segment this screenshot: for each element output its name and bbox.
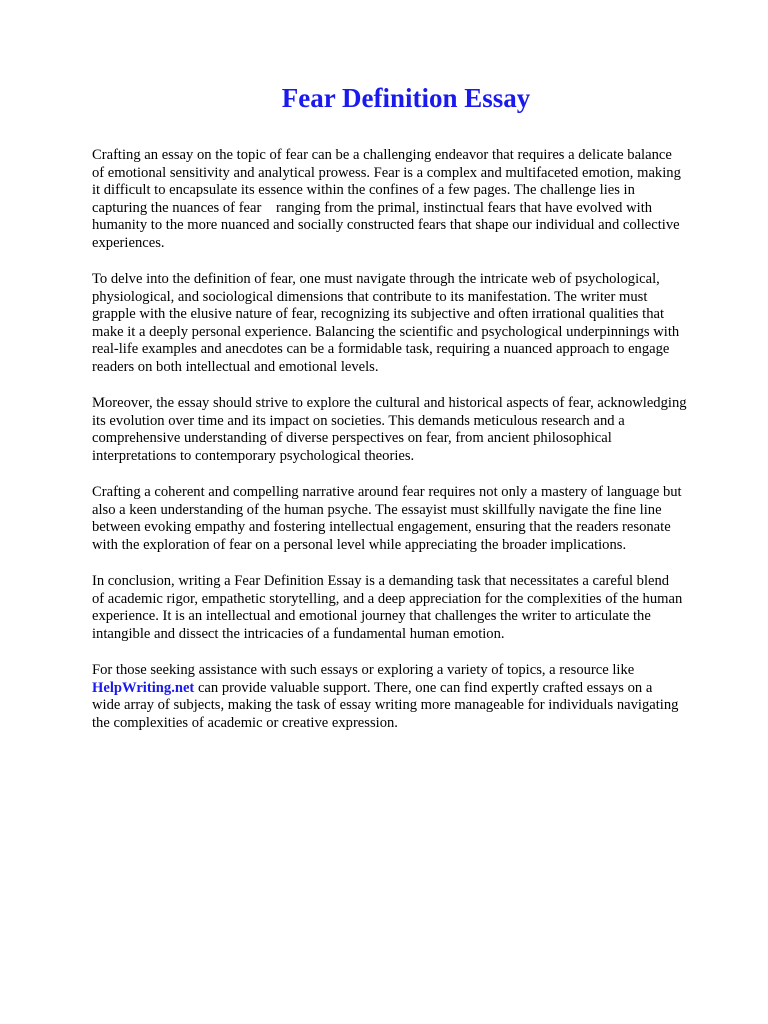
paragraph-line: it difficult to encapsulate its essence within the confines of a few pages. The challenge lies in <box>92 182 635 198</box>
paragraph-1 <box>92 147 728 252</box>
paragraph-line: interpretations to contemporary psychological theories. <box>92 447 415 464</box>
paragraph-line: the complexities of academic or creative expression. <box>92 714 398 731</box>
paragraph-line: capturing the nuances of fear ranging from the primal, instinctual fears that have evolved with <box>92 199 653 216</box>
paragraph-line: its evolution over time and its impact on societies. This demands meticulous research and a <box>92 412 625 429</box>
paragraph-5 <box>92 573 728 643</box>
paragraph-line: between evoking empathy and fostering intellectual engagement, ensuring that the readers resonate <box>92 519 671 535</box>
paragraph-line: humanity to the more nuanced and socially constructed fears that shape our individual and collective <box>92 217 680 233</box>
paragraph-line: also a keen understanding of the human psyche. The essayist must skillfully navigate the fine line <box>92 501 662 518</box>
paragraph-line: of academic rigor, empathetic storytelling, and a deep appreciation for the complexities of the human <box>92 590 683 607</box>
paragraph-line: comprehensive understanding of diverse perspectives on fear, from ancient philosophical <box>92 430 612 446</box>
paragraph-line: experiences. <box>92 234 165 251</box>
paragraph-line: Crafting a coherent and compelling narrative around fear requires not only a mastery of language but <box>92 484 682 500</box>
paragraph-line: For those seeking assistance with such essays or exploring a variety of topics, a resource like <box>92 662 635 678</box>
helpwriting-link[interactable]: HelpWriting.net <box>92 679 195 696</box>
paragraph-line: wide array of subjects, making the task of essay writing more manageable for individuals navigating <box>92 697 679 713</box>
paragraph-line: with the exploration of fear on a personal level while appreciating the broader implications. <box>92 536 627 553</box>
paragraph-line: experience. It is an intellectual and emotional journey that challenges the writer to articulate the <box>92 608 651 624</box>
paragraph-4 <box>92 484 728 554</box>
paragraph-3 <box>92 395 728 465</box>
paragraph-line: of emotional sensitivity and analytical prowess. Fear is a complex and multifaceted emotion, making <box>92 164 681 181</box>
paragraph-line: physiological, and sociological dimensions that contribute to its manifestation. The writer must <box>92 288 648 305</box>
paragraph-6 <box>92 662 728 732</box>
paragraph-line: make it a deeply personal experience. Balancing the scientific and psychological underpinnings with <box>92 323 680 340</box>
paragraph-2 <box>92 271 728 376</box>
paragraph-line: Moreover, the essay should strive to explore the cultural and historical aspects of fear, acknowledging <box>92 395 687 411</box>
paragraph-line: To delve into the definition of fear, one must navigate through the intricate web of psychological, <box>92 271 660 287</box>
paragraph-line: Crafting an essay on the topic of fear can be a challenging endeavor that requires a delicate balance <box>92 147 672 163</box>
paragraph-line-tail: can provide valuable support. There, one can find expertly crafted essays on a <box>194 679 653 696</box>
paragraph-line: intangible and dissect the intricacies of a fundamental human emotion. <box>92 625 505 642</box>
paragraph-line: In conclusion, writing a Fear Definition Essay is a demanding task that necessitates a careful blend <box>92 573 670 589</box>
document-title: Fear Definition Essay <box>281 83 531 113</box>
paragraph-line: grapple with the elusive nature of fear, recognizing its subjective and often irrational qualities that <box>92 306 665 322</box>
paragraph-line: real-life examples and anecdotes can be a formidable task, requiring a nuanced approach to engage <box>92 341 670 357</box>
document-body <box>92 147 728 751</box>
paragraph-line <box>92 680 728 698</box>
paragraph-line: readers on both intellectual and emotional levels. <box>92 358 379 375</box>
